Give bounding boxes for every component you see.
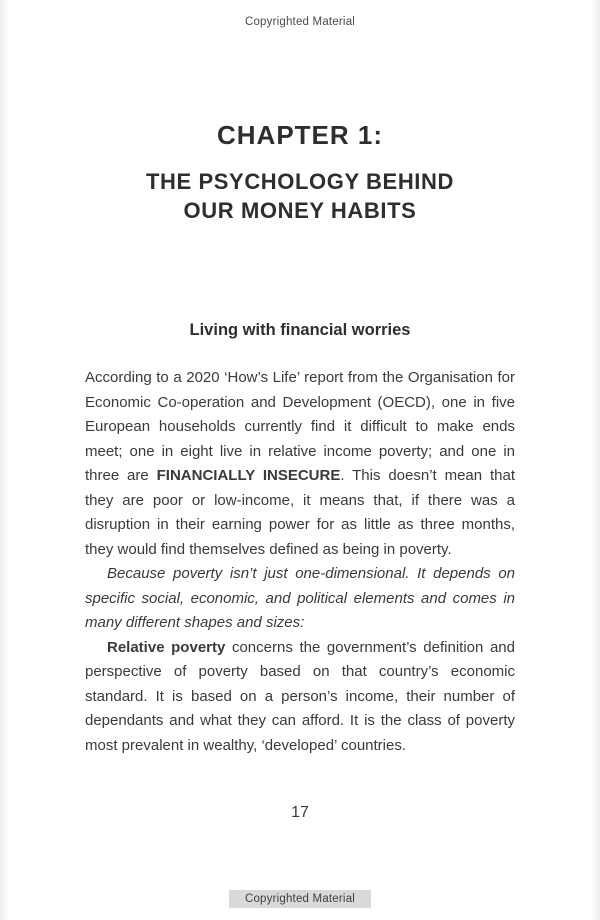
chapter-title-line-2: OUR MONEY HABITS [183, 198, 417, 223]
copyright-notice-bottom: Copyrighted Material [229, 890, 371, 908]
copyright-notice-top: Copyrighted Material [244, 16, 356, 28]
page-number: 17 [291, 804, 309, 821]
section-heading: Living with financial worries [189, 321, 411, 339]
body-text [85, 366, 515, 758]
text-segment: According to a 2020 ‘How’s Life’ report from the Organisation for Economic Co-operation and Development (OECD), one in five European households currently find it difficult to make ends meet; one in eight live in relative income poverty; and one in three are [85, 369, 515, 484]
body-paragraph [85, 366, 515, 562]
copyright-notice-bottom-wrap [0, 889, 600, 908]
text-segment: concerns the government’s definition and perspective of poverty based on that country’s economic standard. It is based on a person’s income, their number of dependants and what they can afford. It is the class of poverty most prevalent in wealthy, ‘developed’ countries. [85, 638, 515, 754]
text-segment: . This doesn’t mean that they are poor or low-income, it means that, if there was a disruption in their earning power for as little as three months, they would find themselves defined as being in poverty. [85, 467, 515, 558]
chapter-title [0, 167, 600, 225]
body-paragraph [85, 562, 515, 636]
text-segment: Relative poverty [107, 638, 226, 656]
body-paragraph [85, 636, 515, 759]
text-segment: Because poverty isn’t just one-dimensional. It depends on specific social, economic, and political elements and comes in many different shapes and sizes: [85, 565, 515, 631]
text-segment: FINANCIALLY INSECURE [156, 467, 341, 484]
chapter-kicker: CHAPTER 1: [216, 120, 383, 150]
chapter-title-line-1: THE PSYCHOLOGY BEHIND [145, 169, 454, 194]
